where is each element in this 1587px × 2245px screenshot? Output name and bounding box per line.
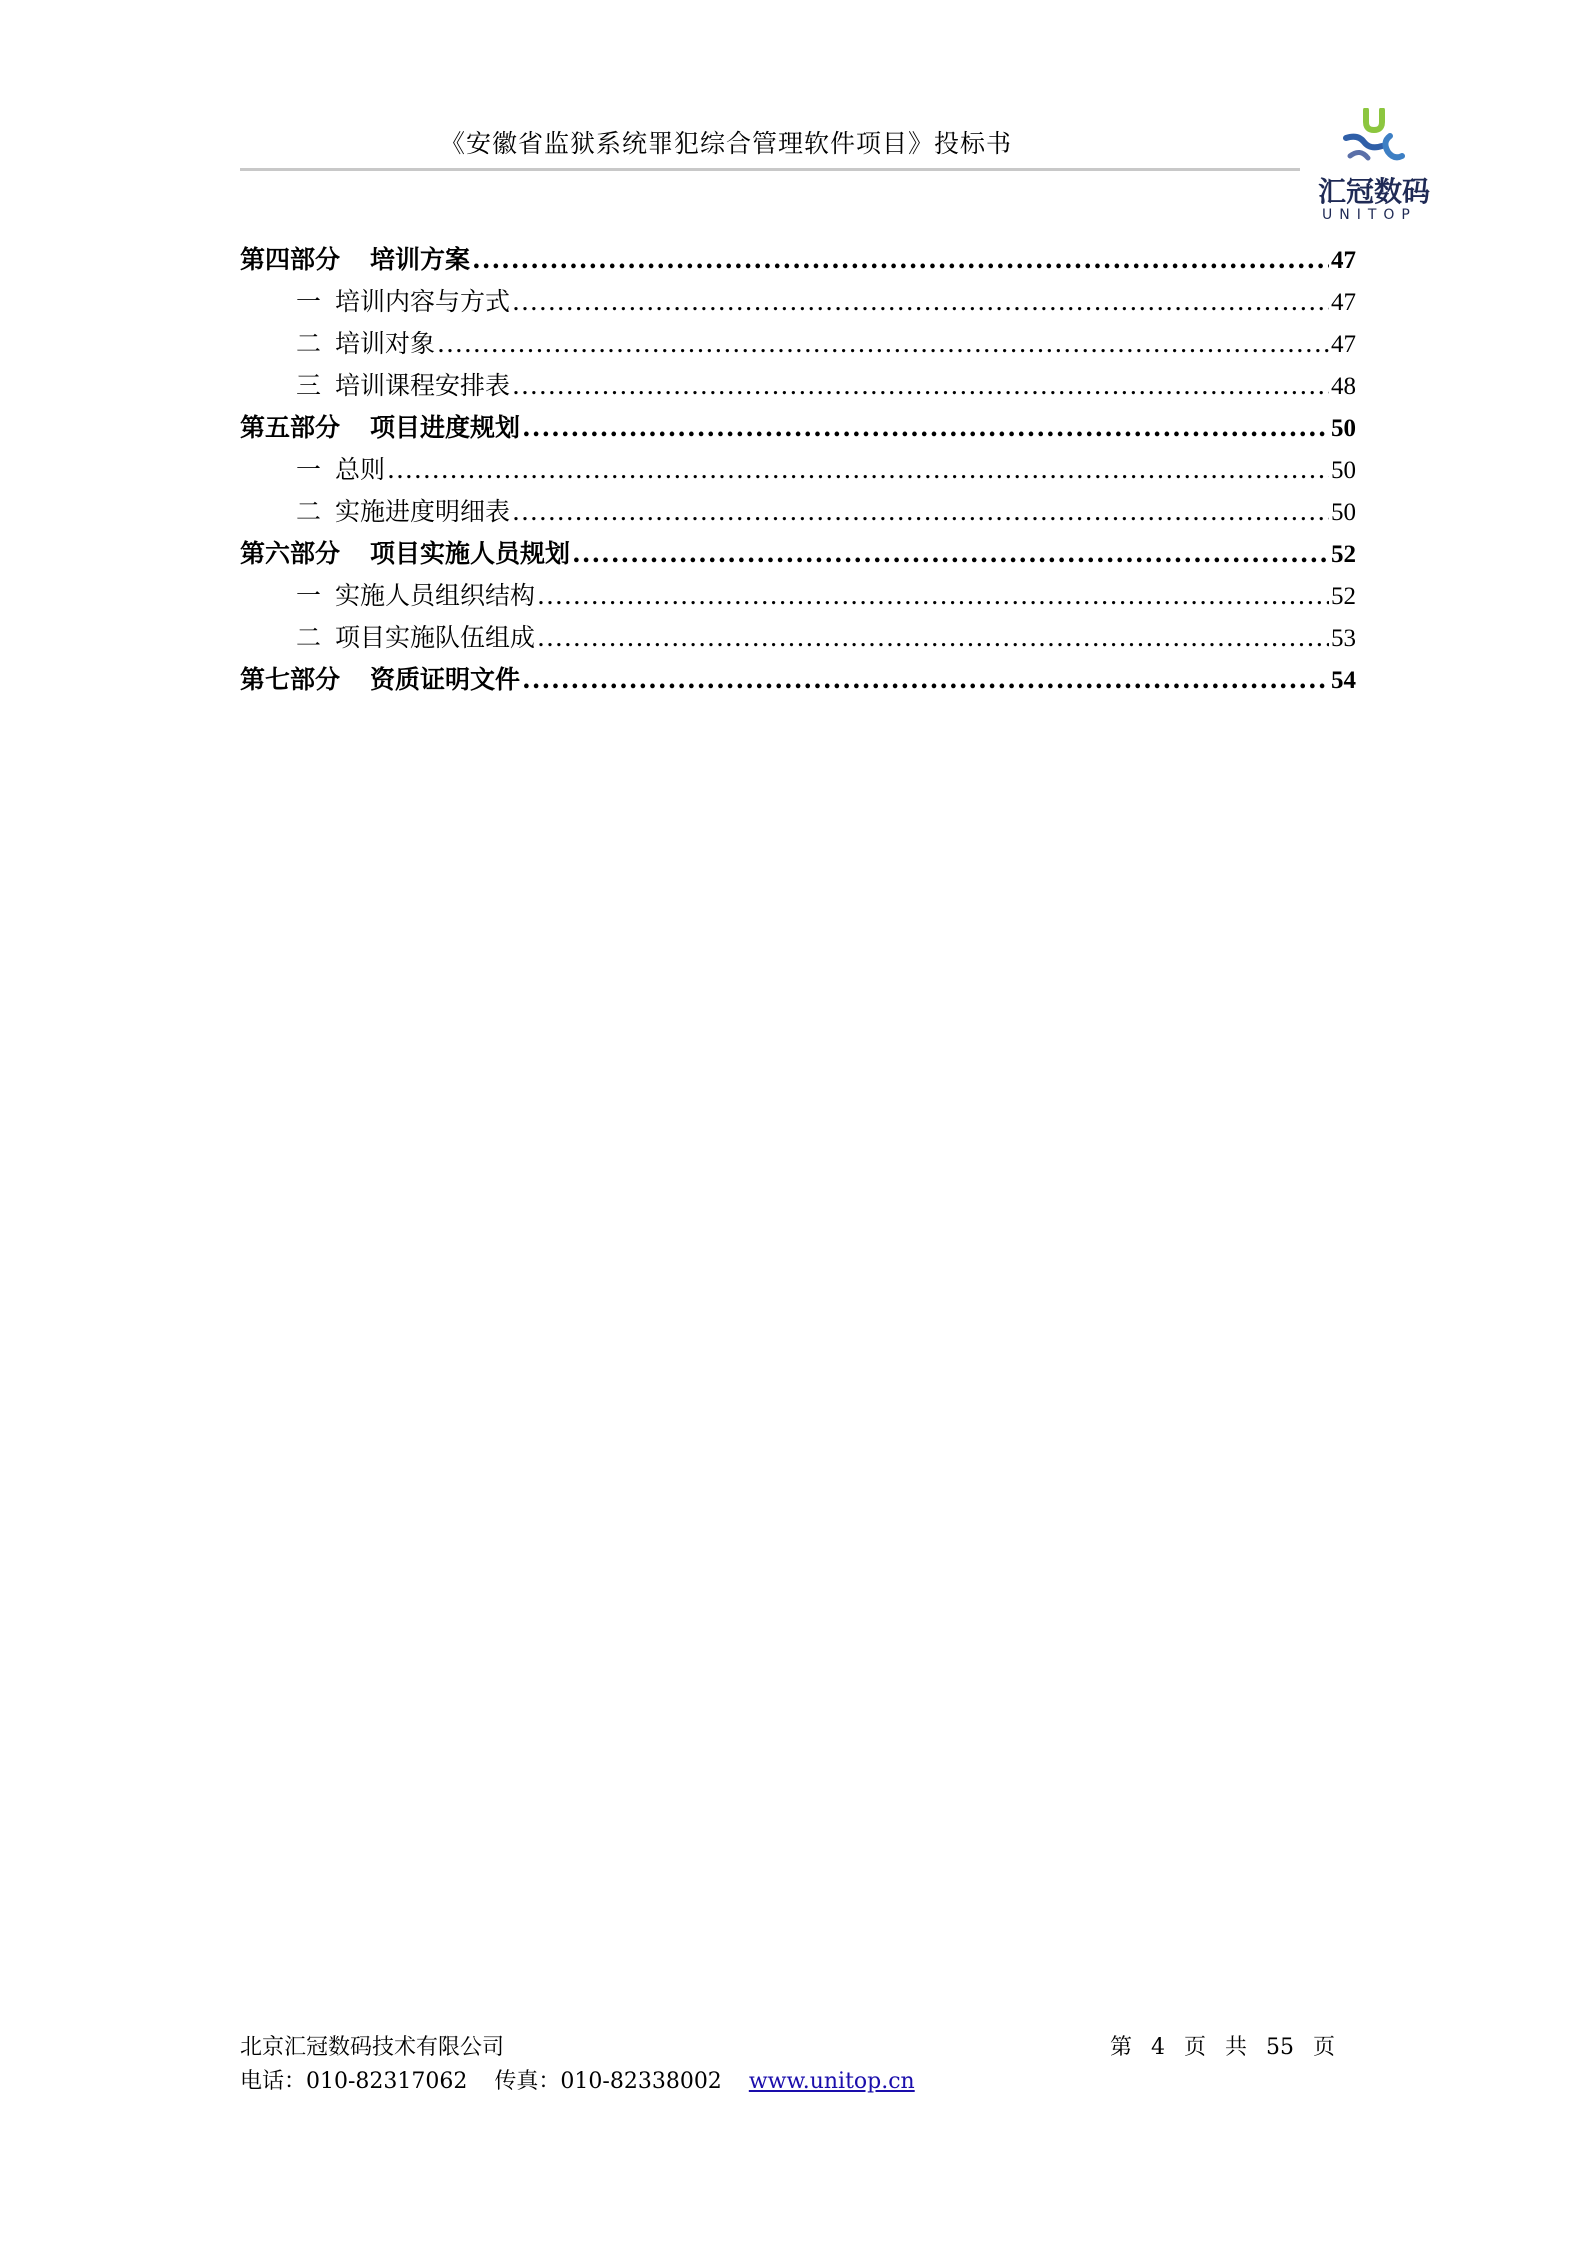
- toc-entry-title: 培训内容与方式: [335, 287, 511, 316]
- footer-fax: 传真：010-82338002: [494, 2069, 722, 2094]
- toc-entry-label: [296, 366, 510, 402]
- toc-entry-page: 50: [1331, 415, 1356, 442]
- toc-entry-number: 第七部分: [240, 665, 341, 694]
- toc-entry-page: 50: [1331, 499, 1356, 526]
- toc-entry-label: [296, 492, 510, 528]
- toc-part-entry[interactable]: [240, 240, 1356, 282]
- table-of-contents: [240, 240, 1356, 702]
- toc-section-entry[interactable]: [240, 366, 1356, 408]
- toc-entry-title: 资质证明文件: [370, 665, 521, 694]
- toc-entry-label: [240, 240, 470, 276]
- page-suffix: 页: [1313, 2035, 1336, 2060]
- logo-chinese-name: 汇冠数码: [1318, 175, 1431, 208]
- page-mid: 页: [1184, 2035, 1207, 2060]
- toc-section-entry[interactable]: [240, 282, 1356, 324]
- toc-entry-page: 54: [1331, 667, 1356, 694]
- toc-entry-label: [296, 576, 535, 612]
- page-current: 4: [1151, 2035, 1166, 2060]
- toc-dot-leader: [572, 539, 1329, 568]
- page-footer: [240, 2030, 1336, 2095]
- toc-dot-leader: [537, 623, 1329, 652]
- toc-dot-leader: [512, 371, 1329, 400]
- toc-entry-title: 项目进度规划: [370, 413, 521, 442]
- toc-entry-title: 培训对象: [335, 329, 436, 358]
- toc-entry-page: 47: [1331, 289, 1356, 316]
- toc-entry-label: [296, 618, 535, 654]
- toc-dot-leader: [522, 413, 1329, 442]
- toc-dot-leader: [537, 581, 1329, 610]
- toc-entry-number: 二: [296, 329, 322, 358]
- header-divider: [240, 168, 1300, 171]
- toc-dot-leader: [522, 665, 1329, 694]
- toc-entry-page: 47: [1331, 331, 1356, 358]
- toc-entry-title: 实施人员组织结构: [335, 581, 536, 610]
- footer-page-info: [1110, 2030, 1347, 2061]
- toc-entry-label: [240, 534, 570, 570]
- toc-entry-number: 一: [296, 287, 322, 316]
- logo-english-name: UNITOP: [1322, 207, 1417, 223]
- toc-entry-title: 培训方案: [370, 245, 471, 274]
- toc-entry-number: 三: [296, 371, 322, 400]
- toc-entry-title: 培训课程安排表: [335, 371, 511, 400]
- toc-entry-label: [296, 324, 435, 360]
- toc-entry-page: 52: [1331, 541, 1356, 568]
- toc-entry-label: [296, 282, 510, 318]
- toc-entry-title: 项目实施队伍组成: [335, 623, 536, 652]
- toc-section-entry[interactable]: [240, 576, 1356, 618]
- page-total-prefix: 共: [1225, 2035, 1248, 2060]
- document-header-title: 《安徽省监狱系统罪犯综合管理软件项目》投标书: [440, 129, 1013, 158]
- toc-dot-leader: [512, 497, 1329, 526]
- toc-entry-page: 47: [1331, 247, 1356, 274]
- toc-entry-number: 一: [296, 455, 322, 484]
- toc-dot-leader: [472, 245, 1329, 274]
- toc-entry-title: 实施进度明细表: [335, 497, 511, 526]
- toc-entry-page: 53: [1331, 625, 1356, 652]
- unitop-logo-mark: [1338, 108, 1408, 168]
- toc-entry-number: 一: [296, 581, 322, 610]
- toc-entry-label: [240, 408, 520, 444]
- toc-dot-leader: [512, 287, 1329, 316]
- toc-entry-label: [240, 660, 520, 696]
- toc-entry-page: 52: [1331, 583, 1356, 610]
- company-logo: [1318, 108, 1438, 226]
- toc-entry-page: 48: [1331, 373, 1356, 400]
- footer-website-link[interactable]: www.unitop.cn: [748, 2069, 915, 2094]
- toc-entry-page: 50: [1331, 457, 1356, 484]
- toc-part-entry[interactable]: [240, 534, 1356, 576]
- toc-section-entry[interactable]: [240, 324, 1356, 366]
- footer-phone: 电话：010-82317062: [240, 2069, 468, 2094]
- toc-entry-number: 二: [296, 623, 322, 652]
- page-prefix: 第: [1110, 2035, 1133, 2060]
- toc-entry-title: 项目实施人员规划: [370, 539, 571, 568]
- footer-company-name: 北京汇冠数码技术有限公司: [240, 2035, 505, 2060]
- toc-dot-leader: [437, 329, 1329, 358]
- toc-section-entry[interactable]: [240, 618, 1356, 660]
- toc-entry-title: 总则: [335, 455, 386, 484]
- toc-entry-label: [296, 450, 385, 486]
- toc-section-entry[interactable]: [240, 450, 1356, 492]
- toc-section-entry[interactable]: [240, 492, 1356, 534]
- toc-part-entry[interactable]: [240, 408, 1356, 450]
- page-total: 55: [1266, 2035, 1295, 2060]
- toc-part-entry[interactable]: [240, 660, 1356, 702]
- toc-entry-number: 第四部分: [240, 245, 341, 274]
- toc-entry-number: 第五部分: [240, 413, 341, 442]
- toc-entry-number: 二: [296, 497, 322, 526]
- toc-dot-leader: [387, 455, 1329, 484]
- toc-entry-number: 第六部分: [240, 539, 341, 568]
